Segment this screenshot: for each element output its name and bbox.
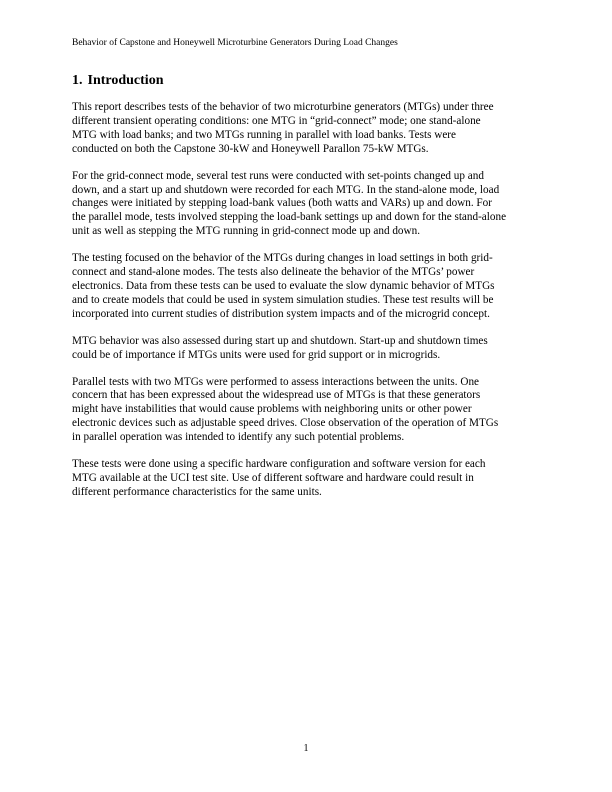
paragraph	[72, 101, 542, 157]
text-line: electronics. Data from these tests can be used to evaluate the slow dynamic behavior of MTGs	[72, 279, 495, 292]
section-heading	[72, 72, 163, 89]
section-number: 1.	[72, 73, 83, 88]
paragraph	[72, 335, 542, 363]
paragraph	[72, 252, 542, 322]
text-line: This report describes tests of the behavior of two microturbine generators (MTGs) under three	[72, 101, 494, 113]
text-line: connect and stand-alone modes. The tests also delineate the behavior of the MTGs’ power	[72, 266, 475, 279]
paragraph	[72, 458, 542, 500]
text-line: incorporated into current studies of distribution system impacts and of the microgrid concept.	[72, 307, 490, 320]
text-line: unit as well as stepping the MTG running in grid-connect mode up and down.	[72, 225, 420, 238]
text-line: For the grid-connect mode, several test runs were conducted with set-points changed up and	[72, 169, 484, 182]
text-line: electronic devices such as adjustable speed drives. Close observation of the operation of MTGs	[72, 417, 499, 430]
text-line: different performance characteristics for the same units.	[72, 485, 322, 498]
text-line: MTG available at the UCI test site. Use of different software and hardware could result in	[72, 471, 474, 484]
paragraph	[72, 170, 542, 240]
text-line: These tests were done using a specific hardware configuration and software version for each	[72, 458, 486, 471]
running-header: Behavior of Capstone and Honeywell Microturbine Generators During Load Changes	[72, 38, 398, 48]
paragraph	[72, 376, 542, 446]
text-line: concern that has been expressed about the widespread use of MTGs is that these generators	[72, 389, 481, 402]
body-text	[72, 101, 542, 513]
text-line: MTG with load banks; and two MTGs running in parallel with load banks. Tests were	[72, 128, 456, 141]
page-number: 1	[303, 743, 309, 754]
text-line: in parallel operation was intended to identify any such potential problems.	[72, 431, 405, 444]
text-line: changes were initiated by stepping load-bank values (both watts and VARs) up and down. For	[72, 197, 492, 210]
text-line: might have instabilities that would cause problems with neighboring units or other power	[72, 403, 472, 416]
text-line: the parallel mode, tests involved stepping the load-bank settings up and down for the stand-alone	[72, 211, 507, 224]
text-line: MTG behavior was also assessed during start up and shutdown. Start-up and shutdown times	[72, 334, 488, 347]
text-line: The testing focused on the behavior of the MTGs during changes in load settings in both grid-	[72, 252, 493, 265]
text-line: conducted on both the Capstone 30-kW and Honeywell Parallon 75-kW MTGs.	[72, 142, 429, 155]
text-line: down, and a start up and shutdown were recorded for each MTG. In the stand-alone mode, load	[72, 183, 500, 196]
text-line: Parallel tests with two MTGs were performed to assess interactions between the units. One	[72, 375, 479, 388]
section-title: Introduction	[87, 73, 164, 88]
text-line: different transient operating conditions: one MTG in “grid-connect” mode; one stand-alone	[72, 114, 481, 127]
text-line: and to create models that could be used in system simulation studies. These test results will be	[72, 293, 494, 306]
text-line: could be of importance if MTGs units were used for grid support or in microgrids.	[72, 348, 441, 361]
